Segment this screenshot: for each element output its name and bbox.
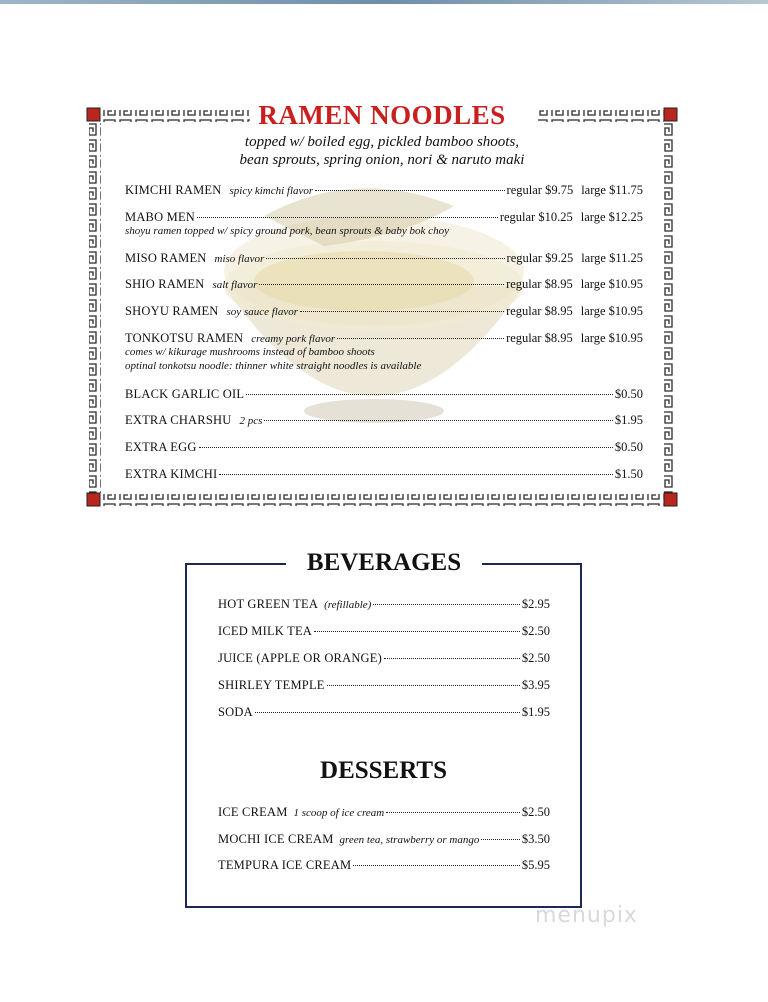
- item-name: EXTRA CHARSHU: [125, 413, 232, 427]
- beverage-shirley-temple: [218, 678, 550, 693]
- dot-leader: [327, 685, 520, 686]
- price-large: large $12.25: [580, 210, 643, 224]
- item-price: $1.95: [614, 413, 643, 427]
- dot-leader: [315, 190, 504, 191]
- ramen-title: RAMEN NOODLES: [258, 100, 506, 130]
- extra-black-garlic-oil: [125, 387, 643, 402]
- beverage-juice: [218, 651, 550, 666]
- dot-leader: [481, 839, 520, 840]
- menupix-watermark: menupix: [535, 903, 638, 928]
- item-name: BLACK GARLIC OIL: [125, 387, 245, 401]
- item-desc: salt flavor: [212, 279, 258, 291]
- dot-leader: [259, 284, 504, 285]
- dot-leader: [353, 865, 520, 866]
- item-price: $1.50: [614, 467, 643, 481]
- price-regular: regular $8.95: [506, 304, 573, 318]
- item-price: $1.95: [521, 705, 550, 719]
- top-edge-line: [0, 0, 768, 4]
- dot-leader: [219, 474, 613, 475]
- item-name: TONKOTSU RAMEN: [125, 331, 244, 345]
- item-price: $2.50: [521, 805, 550, 819]
- extra-egg: [125, 440, 643, 455]
- price-large: large $10.95: [580, 304, 643, 318]
- menu-item-shoyu-ramen: [125, 304, 643, 319]
- dot-leader: [266, 258, 504, 259]
- dot-leader: [337, 338, 504, 339]
- item-name: HOT GREEN TEA: [218, 597, 319, 611]
- dot-leader: [384, 658, 520, 659]
- dot-leader: [246, 394, 613, 395]
- price-regular: regular $9.75: [506, 183, 574, 197]
- item-name: EXTRA EGG: [125, 440, 197, 454]
- item-note: shoyu ramen topped w/ spicy ground pork, bean sprouts & baby bok choy: [125, 225, 449, 237]
- menu-item-miso-ramen: [125, 251, 643, 266]
- item-desc: miso flavor: [214, 253, 265, 265]
- menu-item-shio-ramen: [125, 277, 643, 292]
- price-regular: regular $8.95: [506, 277, 573, 291]
- item-desc: (refillable): [324, 599, 372, 611]
- item-name: MISO RAMEN: [125, 251, 207, 265]
- beverage-iced-milk-tea: [218, 624, 550, 639]
- dessert-mochi-ice-cream: [218, 832, 550, 847]
- beverage-soda: [218, 705, 550, 720]
- item-price: $2.50: [521, 624, 550, 638]
- item-name: SHOYU RAMEN: [125, 304, 219, 318]
- price-large: large $10.95: [580, 277, 643, 291]
- price-large: large $10.95: [580, 331, 643, 345]
- menu-item-kimchi-ramen: [125, 183, 643, 198]
- item-note: comes w/ kikurage mushrooms instead of bamboo shoots: [125, 346, 375, 358]
- item-price: $3.50: [521, 832, 550, 846]
- dot-leader: [386, 812, 520, 813]
- dot-leader: [373, 604, 520, 605]
- ramen-subtitle-line1: topped w/ boiled egg, pickled bamboo shoots,: [244, 134, 520, 150]
- dot-leader: [264, 420, 613, 421]
- item-name: ICE CREAM: [218, 805, 288, 819]
- item-name: MABO MEN: [125, 210, 196, 224]
- beverage-hot-green-tea: [218, 597, 550, 612]
- item-desc: 2 pcs: [239, 415, 263, 427]
- price-regular: regular $8.95: [506, 331, 573, 345]
- dot-leader: [255, 712, 520, 713]
- item-price: $0.50: [614, 440, 643, 454]
- item-name: KIMCHI RAMEN: [125, 183, 222, 197]
- item-price: $2.50: [521, 651, 550, 665]
- extra-charshu: [125, 413, 643, 428]
- extra-kimchi: [125, 467, 643, 482]
- item-name: TEMPURA ICE CREAM: [218, 858, 352, 872]
- beverages-desserts-box: [185, 563, 582, 908]
- item-desc: green tea, strawberry or mango: [339, 834, 480, 846]
- item-name: MOCHI ICE CREAM: [218, 832, 334, 846]
- desserts-title: DESSERTS: [320, 757, 447, 784]
- item-desc: 1 scoop of ice cream: [293, 807, 385, 819]
- dessert-ice-cream: [218, 805, 550, 820]
- dot-leader: [314, 631, 520, 632]
- menu-item-tonkotsu-ramen: [125, 331, 643, 346]
- item-price: $0.50: [614, 387, 643, 401]
- price-large: large $11.75: [581, 183, 643, 197]
- item-name: EXTRA KIMCHI: [125, 467, 218, 481]
- item-name: JUICE (APPLE OR ORANGE): [218, 651, 382, 665]
- item-price: $2.95: [521, 597, 550, 611]
- price-regular: regular $9.25: [506, 251, 574, 265]
- price-large: large $11.25: [581, 251, 643, 265]
- item-desc: soy sauce flavor: [226, 306, 299, 318]
- item-price: $3.95: [521, 678, 550, 692]
- dot-leader: [300, 311, 504, 312]
- dot-leader: [197, 217, 498, 218]
- item-name: SODA: [218, 705, 253, 719]
- price-regular: regular $10.25: [499, 210, 573, 224]
- ramen-section: [86, 100, 678, 509]
- item-name: ICED MILK TEA: [218, 624, 313, 638]
- item-desc: spicy kimchi flavor: [229, 185, 314, 197]
- beverages-title: BEVERAGES: [286, 549, 482, 577]
- dessert-tempura-ice-cream: [218, 858, 550, 873]
- item-name: SHIRLEY TEMPLE: [218, 678, 325, 692]
- item-name: SHIO RAMEN: [125, 277, 205, 291]
- item-note: optinal tonkotsu noodle: thinner white straight noodles is available: [125, 360, 422, 372]
- menu-item-mabo-men: [125, 210, 643, 225]
- ramen-subtitle-line2: bean sprouts, spring onion, nori & naruto maki: [239, 152, 525, 168]
- item-desc: creamy pork flavor: [251, 333, 336, 345]
- item-price: $5.95: [521, 858, 550, 872]
- dot-leader: [199, 447, 613, 448]
